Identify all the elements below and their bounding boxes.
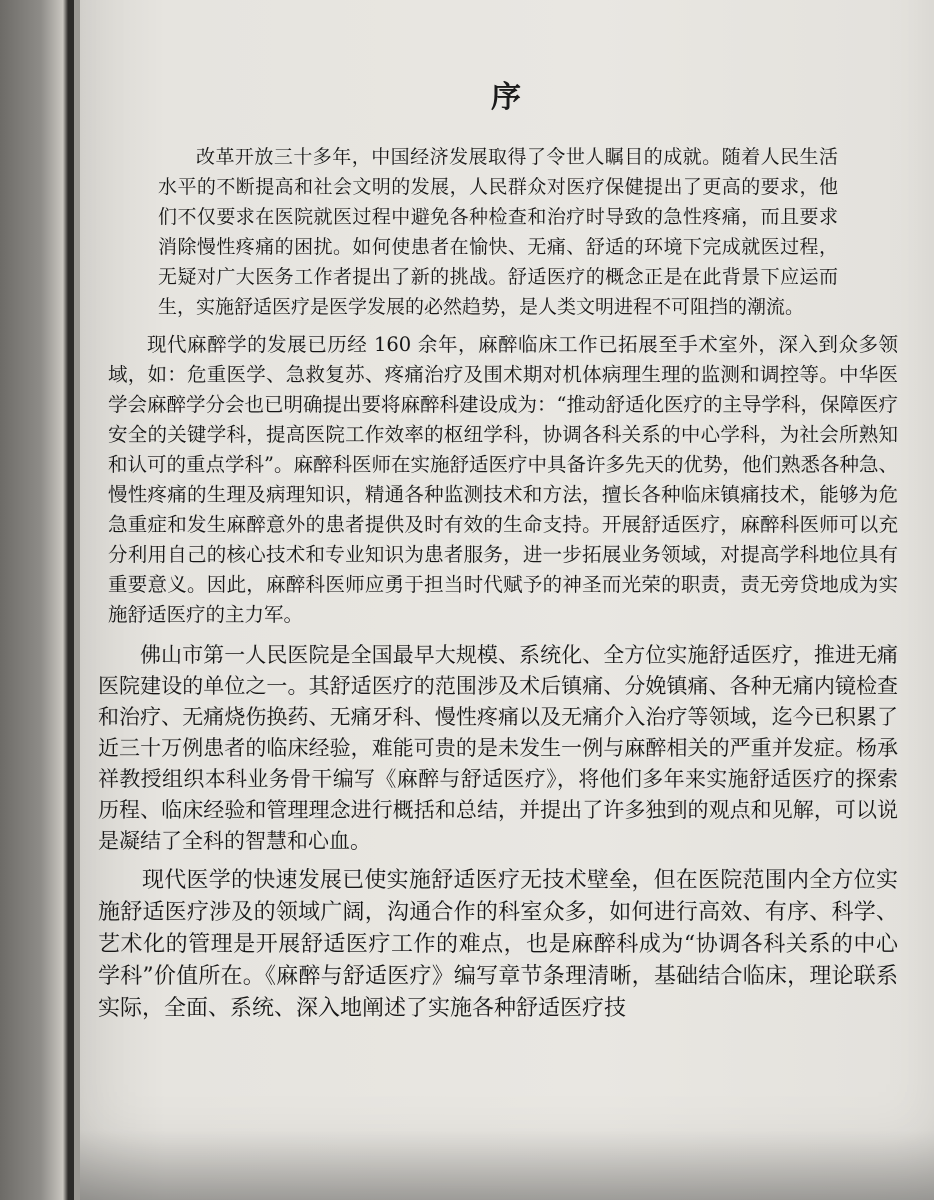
paragraph-3: 佛山市第一人民医院是全国最早大规模、系统化、全方位实施舒适医疗，推进无痛医院建设的单位之一。其舒适医疗的范围涉及术后镇痛、分娩镇痛、各种无痛内镜检查和治疗、无痛烧伤换药、无痛牙科、慢性疼痛以及无痛介入治疗等领域，迄今已积累了近三十万例患者的临床经验，难能可贵的是未发生一例与麻醉相关的严重并发症。杨承祥教授组织本科业务骨干编写《麻醉与舒适医疗》，将他们多年来实施舒适医疗的探索历程、临床经验和管理理念进行概括和总结，并提出了许多独到的观点和见解，可以说是凝结了全科的智慧和心血。 [98, 643, 898, 853]
book-page [80, 0, 934, 1200]
paragraph-1: 改革开放三十多年，中国经济发展取得了令世人瞩目的成就。随着人民生活水平的不断提高和社会文明的发展，人民群众对医疗保健提出了更高的要求，他们不仅要求在医院就医过程中避免各种检查和治疗时导致的急性疼痛，而且要求消除慢性疼痛的困扰。如何使患者在愉快、无痛、舒适的环境下完成就医过程，无疑对广大医务工作者提出了新的挑战。舒适医疗的概念正是在此背景下应运而生，实施舒适医疗是医学发展的必然趋势，是人类文明进程不可阻挡的潮流。 [158, 146, 838, 318]
book-spine [0, 0, 74, 1200]
paragraph-2: 现代麻醉学的发展已历经 160 余年，麻醉临床工作已拓展至手术室外，深入到众多领域，如：危重医学、急救复苏、疼痛治疗及围术期对机体病理生理的监测和调控等。中华医学会麻醉学分会也已明确提出要将麻醉科建设成为：“推动舒适化医疗的主导学科，保障医疗安全的关键学科，提高医院工作效率的枢纽学科，协调各科关系的中心学科，为社会所熟知和认可的重点学科”。麻醉科医师在实施舒适医疗中具备许多先天的优势，他们熟悉各种急、慢性疼痛的生理及病理知识，精通各种监测技术和方法，擅长各种临床镇痛技术，能够为危急重症和发生麻醉意外的患者提供及时有效的生命支持。开展舒适医疗，麻醉科医师可以充分利用自己的核心技术和专业知识为患者服务，进一步拓展业务领域，对提高学科地位具有重要意义。因此，麻醉科医师应勇于担当时代赋予的神圣而光荣的职责，责无旁贷地成为实施舒适医疗的主力军。 [108, 333, 898, 626]
paragraph-4: 现代医学的快速发展已使实施舒适医疗无技术壁垒，但在医院范围内全方位实施舒适医疗涉及的领域广阔，沟通合作的科室众多，如何进行高效、有序、科学、艺术化的管理是开展舒适医疗工作的难点，也是麻醉科成为“协调各科关系的中心学科”价值所在。《麻醉与舒适医疗》编写章节条理清晰，基础结合临床，理论联系实际，全面、系统、深入地阐述了实施各种舒适医疗技 [98, 868, 898, 1021]
page-shadow [80, 1130, 934, 1200]
body-text [98, 142, 898, 1033]
page-title: 序 [491, 80, 523, 115]
